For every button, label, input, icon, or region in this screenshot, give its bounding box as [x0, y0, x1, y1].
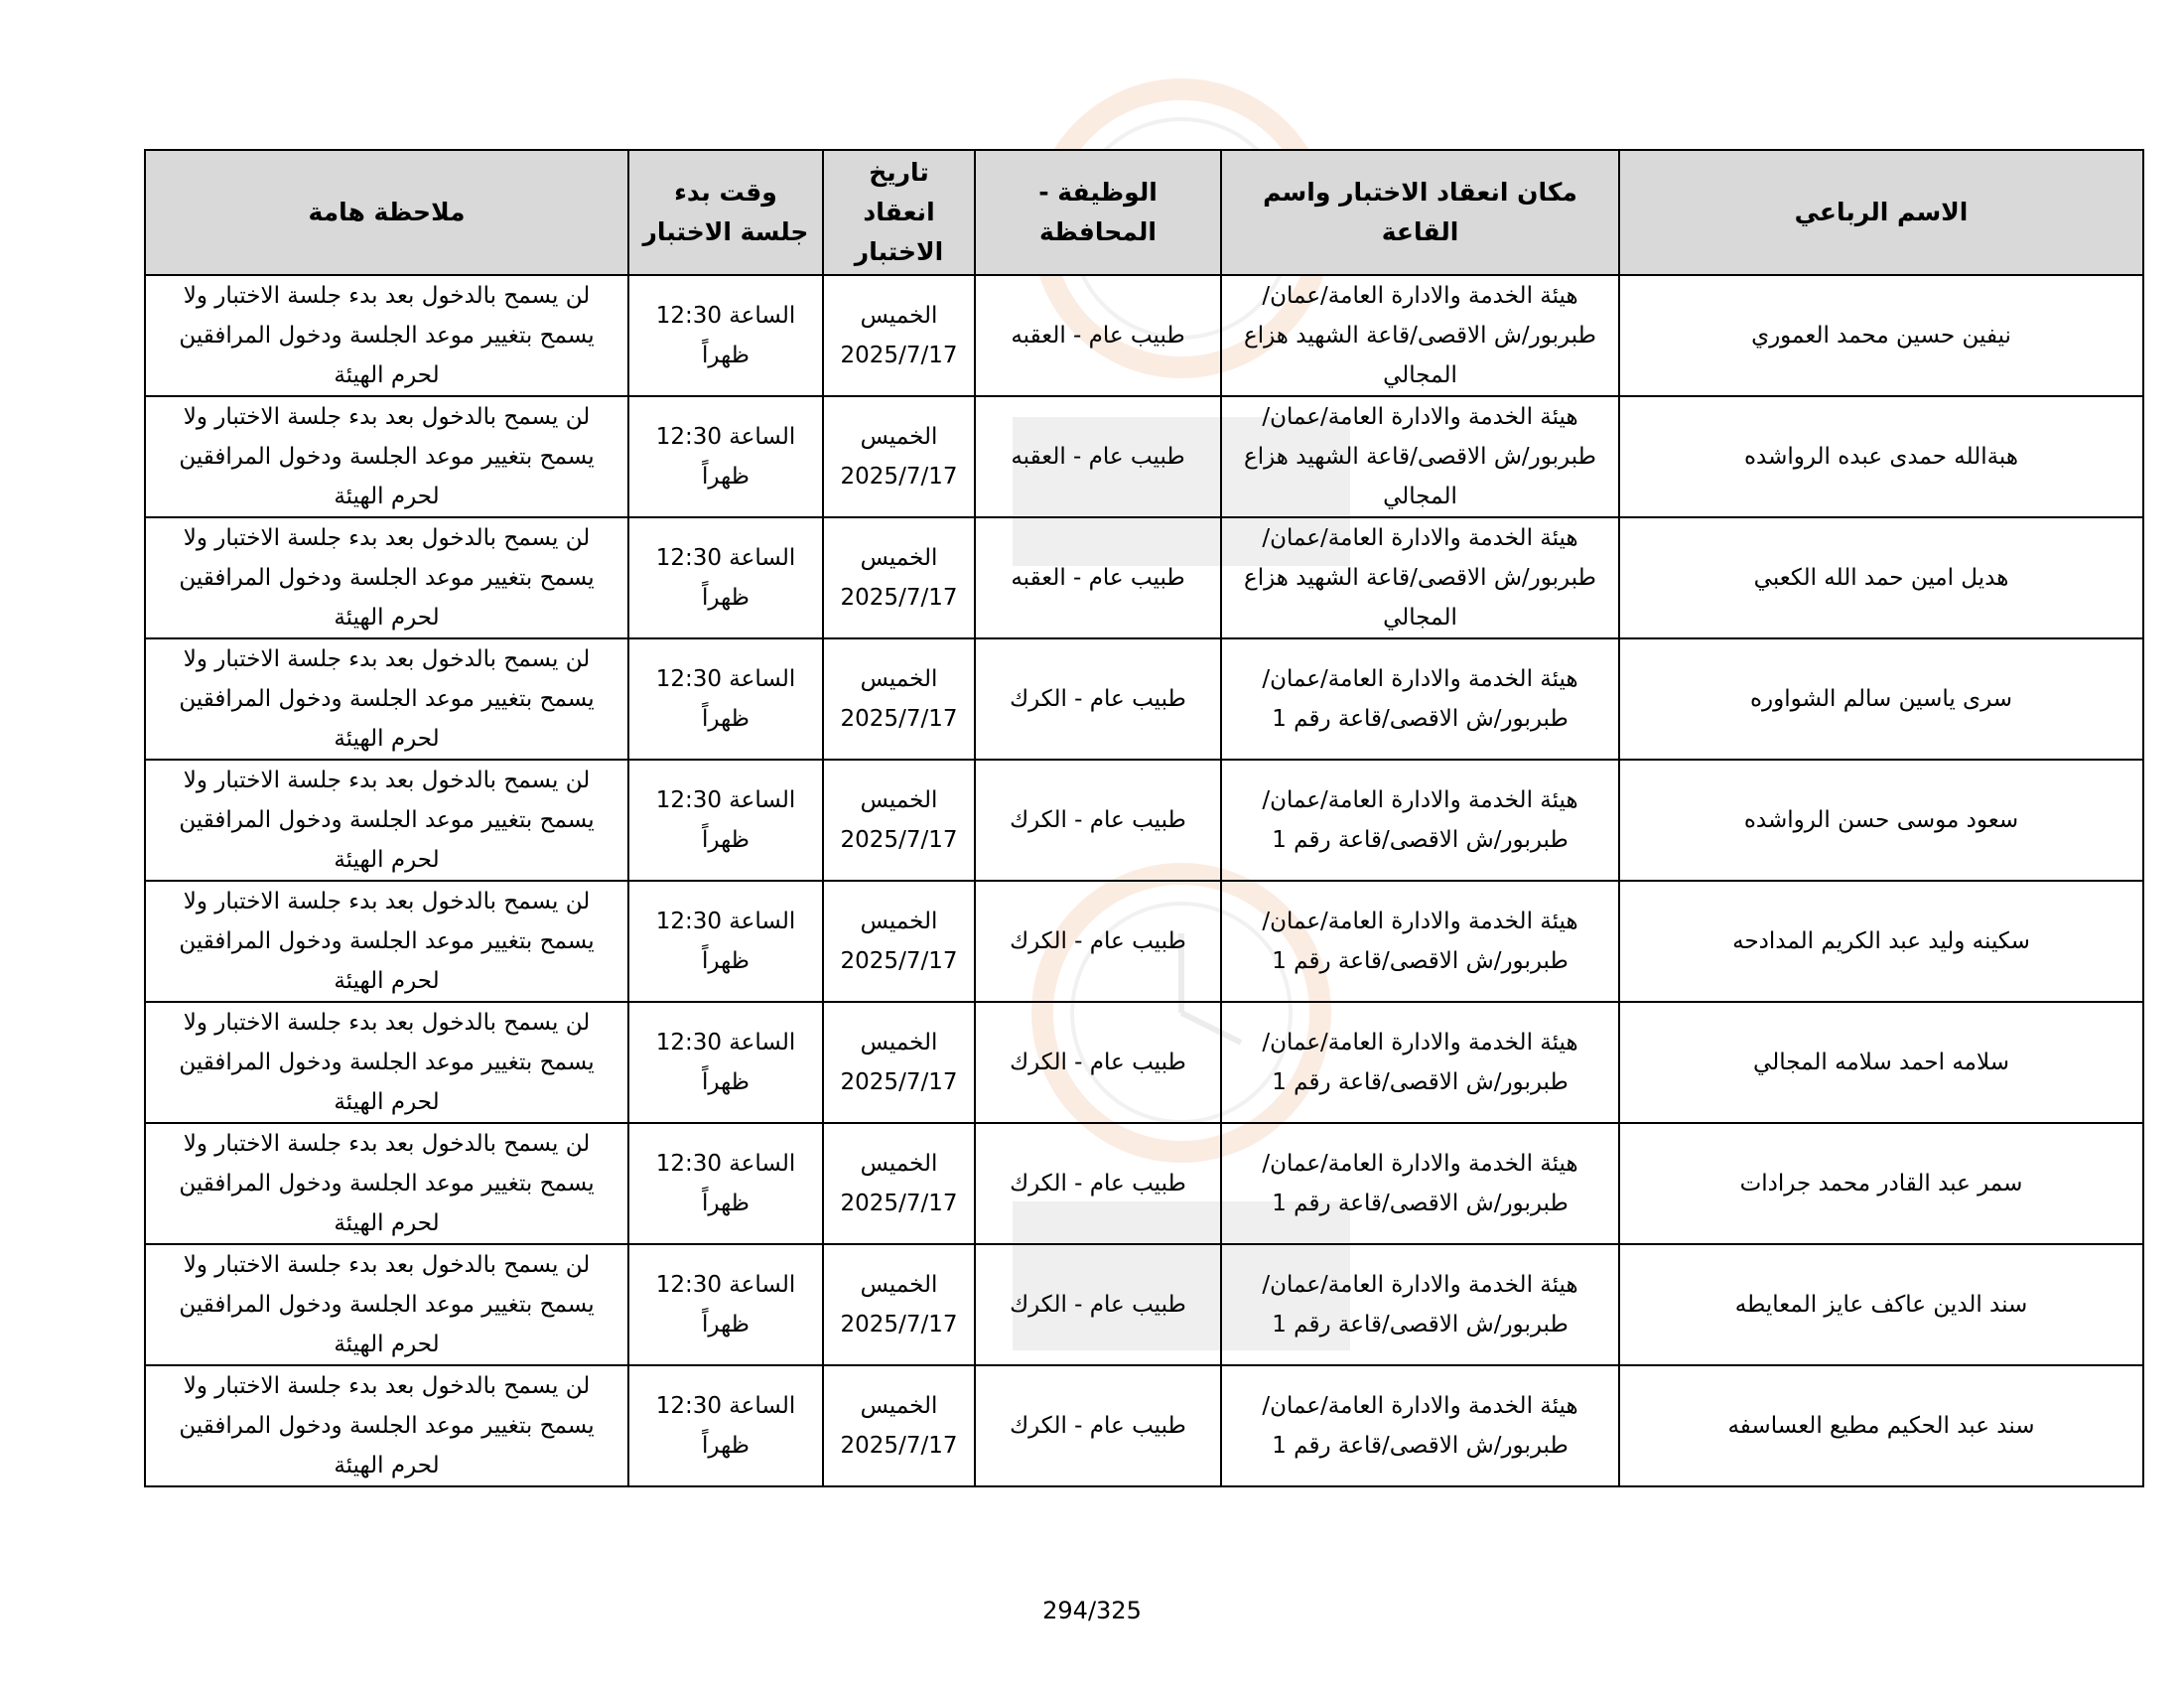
header-name: الاسم الرباعي: [1619, 150, 2143, 275]
cell-time: الساعة 12:30 ظهراً: [628, 638, 823, 760]
cell-date: الخميس 2025/7/17: [823, 1365, 975, 1486]
cell-place: هيئة الخدمة والادارة العامة/عمان/طبربور/ش الاقصى/قاعة رقم 1: [1221, 1244, 1619, 1365]
table-row: [145, 1365, 2143, 1486]
table-row: [145, 1244, 2143, 1365]
cell-note: لن يسمح بالدخول بعد بدء جلسة الاختبار ولا يسمح بتغيير موعد الجلسة ودخول المرافقين لحرم الهيئة: [145, 638, 628, 760]
header-job: الوظيفة - المحافظة: [975, 150, 1221, 275]
header-place: مكان انعقاد الاختبار واسم القاعة: [1221, 150, 1619, 275]
cell-name: نيفين حسين محمد العموري: [1619, 275, 2143, 396]
cell-note: لن يسمح بالدخول بعد بدء جلسة الاختبار ولا يسمح بتغيير موعد الجلسة ودخول المرافقين لحرم الهيئة: [145, 517, 628, 638]
table-row: [145, 760, 2143, 881]
cell-note: لن يسمح بالدخول بعد بدء جلسة الاختبار ولا يسمح بتغيير موعد الجلسة ودخول المرافقين لحرم الهيئة: [145, 760, 628, 881]
cell-time: الساعة 12:30 ظهراً: [628, 1365, 823, 1486]
cell-note: لن يسمح بالدخول بعد بدء جلسة الاختبار ولا يسمح بتغيير موعد الجلسة ودخول المرافقين لحرم الهيئة: [145, 1365, 628, 1486]
cell-place: هيئة الخدمة والادارة العامة/عمان/طبربور/ش الاقصى/قاعة الشهيد هزاع المجالي: [1221, 275, 1619, 396]
cell-time: الساعة 12:30 ظهراً: [628, 275, 823, 396]
cell-job: طبيب عام - الكرك: [975, 638, 1221, 760]
cell-date: الخميس 2025/7/17: [823, 760, 975, 881]
cell-name: سكينه وليد عبد الكريم المدادحه: [1619, 881, 2143, 1002]
cell-time: الساعة 12:30 ظهراً: [628, 1123, 823, 1244]
cell-job: طبيب عام - الكرك: [975, 760, 1221, 881]
cell-date: الخميس 2025/7/17: [823, 1244, 975, 1365]
cell-time: الساعة 12:30 ظهراً: [628, 760, 823, 881]
cell-place: هيئة الخدمة والادارة العامة/عمان/طبربور/ش الاقصى/قاعة رقم 1: [1221, 1002, 1619, 1123]
cell-note: لن يسمح بالدخول بعد بدء جلسة الاختبار ولا يسمح بتغيير موعد الجلسة ودخول المرافقين لحرم الهيئة: [145, 275, 628, 396]
cell-name: سعود موسى حسن الرواشده: [1619, 760, 2143, 881]
cell-note: لن يسمح بالدخول بعد بدء جلسة الاختبار ولا يسمح بتغيير موعد الجلسة ودخول المرافقين لحرم الهيئة: [145, 396, 628, 517]
cell-time: الساعة 12:30 ظهراً: [628, 517, 823, 638]
cell-note: لن يسمح بالدخول بعد بدء جلسة الاختبار ولا يسمح بتغيير موعد الجلسة ودخول المرافقين لحرم الهيئة: [145, 1002, 628, 1123]
cell-date: الخميس 2025/7/17: [823, 1123, 975, 1244]
cell-name: سند الدين عاكف عايز المعايطه: [1619, 1244, 2143, 1365]
cell-place: هيئة الخدمة والادارة العامة/عمان/طبربور/ش الاقصى/قاعة الشهيد هزاع المجالي: [1221, 396, 1619, 517]
cell-date: الخميس 2025/7/17: [823, 1002, 975, 1123]
cell-place: هيئة الخدمة والادارة العامة/عمان/طبربور/ش الاقصى/قاعة رقم 1: [1221, 760, 1619, 881]
cell-job: طبيب عام - الكرك: [975, 1123, 1221, 1244]
cell-time: الساعة 12:30 ظهراً: [628, 396, 823, 517]
cell-name: سند عبد الحكيم مطيع العساسفه: [1619, 1365, 2143, 1486]
table-row: [145, 517, 2143, 638]
cell-date: الخميس 2025/7/17: [823, 517, 975, 638]
cell-time: الساعة 12:30 ظهراً: [628, 1002, 823, 1123]
table-row: [145, 396, 2143, 517]
cell-time: الساعة 12:30 ظهراً: [628, 881, 823, 1002]
cell-place: هيئة الخدمة والادارة العامة/عمان/طبربور/ش الاقصى/قاعة الشهيد هزاع المجالي: [1221, 517, 1619, 638]
cell-place: هيئة الخدمة والادارة العامة/عمان/طبربور/ش الاقصى/قاعة رقم 1: [1221, 638, 1619, 760]
cell-name: سرى ياسين سالم الشواوره: [1619, 638, 2143, 760]
cell-job: طبيب عام - الكرك: [975, 1365, 1221, 1486]
cell-place: هيئة الخدمة والادارة العامة/عمان/طبربور/ش الاقصى/قاعة رقم 1: [1221, 881, 1619, 1002]
cell-time: الساعة 12:30 ظهراً: [628, 1244, 823, 1365]
cell-place: هيئة الخدمة والادارة العامة/عمان/طبربور/ش الاقصى/قاعة رقم 1: [1221, 1123, 1619, 1244]
cell-job: طبيب عام - العقبه: [975, 517, 1221, 638]
cell-job: طبيب عام - الكرك: [975, 1244, 1221, 1365]
cell-name: هبةالله حمدى عبده الرواشده: [1619, 396, 2143, 517]
table-row: [145, 275, 2143, 396]
cell-date: الخميس 2025/7/17: [823, 881, 975, 1002]
cell-date: الخميس 2025/7/17: [823, 275, 975, 396]
cell-name: سلامه احمد سلامه المجالي: [1619, 1002, 2143, 1123]
header-date: تاريخ انعقاد الاختبار: [823, 150, 975, 275]
cell-job: طبيب عام - العقبه: [975, 396, 1221, 517]
header-note: ملاحظة هامة: [145, 150, 628, 275]
header-time: وقت بدء جلسة الاختبار: [628, 150, 823, 275]
cell-job: طبيب عام - الكرك: [975, 881, 1221, 1002]
page-number: 294/325: [1042, 1597, 1142, 1624]
cell-note: لن يسمح بالدخول بعد بدء جلسة الاختبار ولا يسمح بتغيير موعد الجلسة ودخول المرافقين لحرم الهيئة: [145, 1123, 628, 1244]
cell-date: الخميس 2025/7/17: [823, 638, 975, 760]
exam-schedule-table: [144, 149, 2144, 1487]
cell-job: طبيب عام - العقبه: [975, 275, 1221, 396]
table-row: [145, 881, 2143, 1002]
table-row: [145, 638, 2143, 760]
cell-note: لن يسمح بالدخول بعد بدء جلسة الاختبار ولا يسمح بتغيير موعد الجلسة ودخول المرافقين لحرم الهيئة: [145, 1244, 628, 1365]
cell-note: لن يسمح بالدخول بعد بدء جلسة الاختبار ولا يسمح بتغيير موعد الجلسة ودخول المرافقين لحرم الهيئة: [145, 881, 628, 1002]
table-row: [145, 1002, 2143, 1123]
table-header-row: [145, 150, 2143, 275]
cell-job: طبيب عام - الكرك: [975, 1002, 1221, 1123]
cell-date: الخميس 2025/7/17: [823, 396, 975, 517]
table-row: [145, 1123, 2143, 1244]
cell-name: سمر عبد القادر محمد جرادات: [1619, 1123, 2143, 1244]
exam-schedule-table-wrapper: [144, 149, 2144, 1487]
cell-name: هديل امين حمد الله الكعبي: [1619, 517, 2143, 638]
cell-place: هيئة الخدمة والادارة العامة/عمان/طبربور/ش الاقصى/قاعة رقم 1: [1221, 1365, 1619, 1486]
